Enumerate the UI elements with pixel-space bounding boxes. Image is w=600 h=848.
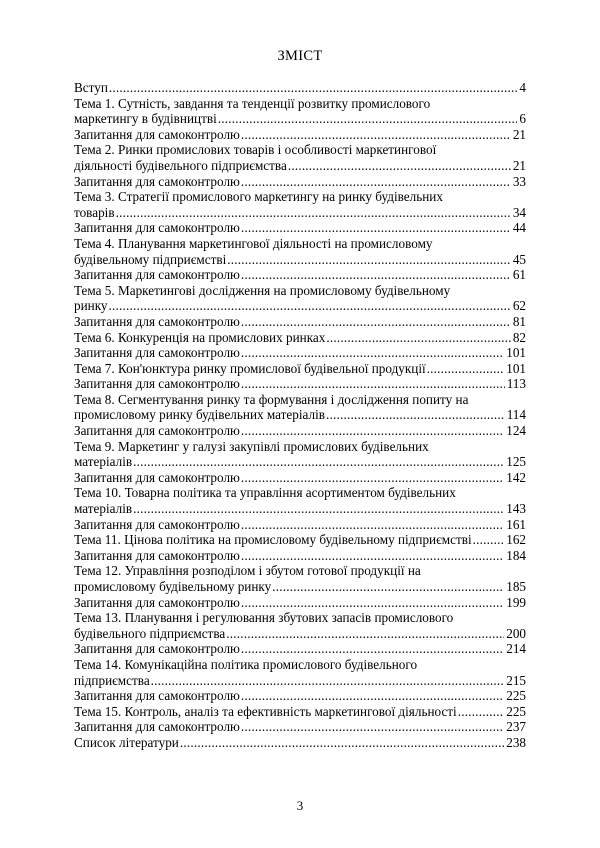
toc-entry <box>74 719 526 735</box>
toc-entry-title: Тема 11. Цінова політика на промисловому будівельному підприємстві <box>74 532 472 548</box>
toc-entry-leader-line <box>74 407 526 423</box>
toc-entry <box>74 236 526 267</box>
toc-entry-leader-line <box>74 517 526 533</box>
toc-entry-leader-line <box>74 688 526 704</box>
toc-entry-page-number: 82 <box>512 329 526 345</box>
toc-entry <box>74 283 526 314</box>
toc-entry-title: Тема 6. Конкуренція на промислових ринках <box>74 329 326 345</box>
toc-entry-leader-line <box>74 220 526 236</box>
toc-entry-leader-line <box>74 345 526 361</box>
toc-entry-leader-line <box>74 205 526 221</box>
dot-leader <box>241 517 504 533</box>
dot-leader <box>241 423 504 439</box>
toc-entry <box>74 517 526 533</box>
toc-entry-title-line: Тема 12. Управління розподілом і збутом готової продукції на <box>74 563 421 579</box>
toc-entry-title-line: Тема 5. Маркетингові дослідження на промисловому будівельному <box>74 282 451 298</box>
toc-entry-page-number: 113 <box>506 376 526 392</box>
toc-entry-title: Запитання для самоконтролю <box>74 719 240 735</box>
dot-leader <box>241 376 505 392</box>
table-of-contents <box>74 80 526 751</box>
toc-entry-title: ринку <box>74 298 108 314</box>
toc-entry-title-line: Тема 3. Стратегії промислового маркетингу на ринку будівельних <box>74 189 443 205</box>
toc-entry <box>74 314 526 330</box>
toc-entry-leader-line <box>74 252 526 268</box>
toc-entry-title: Список літератури <box>74 734 179 750</box>
toc-entry-leader-line <box>74 501 526 517</box>
toc-entry-page-number: 125 <box>506 454 526 470</box>
dot-leader <box>226 626 504 642</box>
toc-entry-title: Запитання для самоконтролю <box>74 267 240 283</box>
dot-leader <box>151 673 505 689</box>
toc-entry-page-number: 114 <box>506 407 526 423</box>
toc-entry-title: будівельному підприємстві <box>74 251 227 267</box>
toc-entry-title-line: Тема 8. Сегментування ринку та формування і дослідження попиту на <box>74 391 469 407</box>
toc-entry-title-line: Тема 13. Планування і регулювання збутових запасів промислового <box>74 610 454 626</box>
toc-entry-leader-line <box>74 595 526 611</box>
toc-entry-title: підприємства <box>74 672 150 688</box>
toc-entry-title: Запитання для самоконтролю <box>74 423 240 439</box>
toc-entry-page-number: 101 <box>506 360 526 376</box>
toc-entry-title-line: Тема 1. Сутність, завдання та тенденції розвитку промислового <box>74 95 431 111</box>
toc-entry <box>74 704 526 720</box>
toc-entry-title: Запитання для самоконтролю <box>74 516 240 532</box>
toc-entry <box>74 423 526 439</box>
toc-entry <box>74 641 526 657</box>
dot-leader <box>218 111 518 127</box>
toc-entry-title-line: Тема 4. Планування маркетингової діяльності на промисловому <box>74 235 433 251</box>
toc-entry-title-line: Тема 14. Комунікаційна політика промислового будівельного <box>74 656 418 672</box>
toc-entry-title: Запитання для самоконтролю <box>74 594 240 610</box>
toc-entry-title: промисловому будівельному ринку <box>74 579 272 594</box>
toc-entry <box>74 610 526 641</box>
dot-leader <box>241 641 504 657</box>
toc-entry <box>74 174 526 190</box>
toc-entry <box>74 142 526 173</box>
toc-entry-page-number: 4 <box>519 80 526 95</box>
toc-entry-leader-line <box>74 626 526 642</box>
dot-leader <box>241 548 504 564</box>
toc-entry <box>74 657 526 688</box>
toc-entry-page-number: 62 <box>512 298 526 314</box>
dot-leader <box>241 688 504 704</box>
toc-entry-leader-line <box>74 376 526 392</box>
toc-entry <box>74 376 526 392</box>
toc-entry-page-number: 101 <box>506 345 526 361</box>
toc-entry-title: промисловому ринку будівельних матеріалів <box>74 407 325 423</box>
toc-entry-page-number: 142 <box>506 469 526 485</box>
toc-entry-page-number: 21 <box>512 157 526 173</box>
toc-entry-leader-line <box>74 719 526 735</box>
toc-entry <box>74 470 526 486</box>
dot-leader <box>180 735 504 751</box>
toc-entry-title: Запитання для самоконтролю <box>74 688 240 704</box>
toc-entry-page-number: 81 <box>512 313 526 329</box>
toc-entry-title: Запитання для самоконтролю <box>74 345 240 361</box>
dot-leader <box>109 80 518 96</box>
page-number: 3 <box>296 798 304 813</box>
toc-entry-page-number: 199 <box>506 594 526 610</box>
toc-entry-page-number: 61 <box>512 267 526 283</box>
toc-entry-leader-line <box>74 704 526 720</box>
dot-leader <box>427 361 505 377</box>
toc-entry-leader-line <box>74 735 526 751</box>
toc-entry-leader-line <box>74 532 526 548</box>
toc-entry-leader-line <box>74 548 526 564</box>
toc-entry-title: Тема 7. Кон'юнктура ринку промислової будівельної продукції <box>74 360 426 376</box>
toc-entry-page-number: 238 <box>506 734 526 750</box>
dot-leader <box>133 501 504 517</box>
toc-entry-page-number: 143 <box>506 501 526 517</box>
toc-entry-title: Запитання для самоконтролю <box>74 376 240 392</box>
toc-entry-page-number: 185 <box>506 579 526 594</box>
toc-entry-title: матеріалів <box>74 454 133 470</box>
toc-entry-page-number: 161 <box>506 516 526 532</box>
toc-entry <box>74 595 526 611</box>
toc-entry <box>74 220 526 236</box>
toc-entry <box>74 485 526 516</box>
dot-leader <box>288 158 511 174</box>
toc-entry-leader-line <box>74 267 526 283</box>
dot-leader <box>241 174 511 190</box>
toc-entry-title: маркетингу в будівництві <box>74 111 217 127</box>
toc-entry <box>74 392 526 423</box>
toc-entry-title: Запитання для самоконтролю <box>74 641 240 657</box>
toc-entry-leader-line <box>74 423 526 439</box>
toc-entry-page-number: 34 <box>512 204 526 220</box>
toc-entry <box>74 563 526 594</box>
dot-leader <box>272 579 504 595</box>
dot-leader <box>326 330 510 346</box>
toc-entry-page-number: 214 <box>506 641 526 657</box>
toc-entry-page-number: 215 <box>506 672 526 688</box>
toc-entry-leader-line <box>74 158 526 174</box>
toc-entry-title: діяльності будівельного підприємства <box>74 157 287 173</box>
toc-entry-leader-line <box>74 127 526 143</box>
toc-entry-title: Запитання для самоконтролю <box>74 173 240 189</box>
dot-leader <box>241 127 511 143</box>
toc-entry <box>74 127 526 143</box>
toc-entry <box>74 96 526 127</box>
toc-entry-page-number: 21 <box>512 126 526 142</box>
toc-entry <box>74 735 526 751</box>
toc-entry-title: Запитання для самоконтролю <box>74 220 240 236</box>
toc-entry-page-number: 237 <box>506 719 526 735</box>
toc-entry <box>74 80 526 96</box>
toc-entry-title: Тема 15. Контроль, аналіз та ефективність маркетингової діяльності <box>74 703 457 719</box>
toc-entry-leader-line <box>74 111 526 127</box>
toc-entry-title: Запитання для самоконтролю <box>74 547 240 563</box>
toc-entry-leader-line <box>74 314 526 330</box>
toc-entry-title-line: Тема 10. Товарна політика та управління асортиментом будівельних <box>74 485 456 501</box>
dot-leader <box>241 470 504 486</box>
dot-leader <box>133 454 504 470</box>
toc-entry-page-number: 33 <box>512 173 526 189</box>
toc-entry <box>74 361 526 377</box>
toc-entry <box>74 548 526 564</box>
toc-entry <box>74 189 526 220</box>
toc-entry <box>74 439 526 470</box>
toc-entry-page-number: 45 <box>512 251 526 267</box>
toc-entry-leader-line <box>74 298 526 314</box>
toc-entry-page-number: 184 <box>506 547 526 563</box>
toc-entry-leader-line <box>74 673 526 689</box>
toc-entry <box>74 688 526 704</box>
page-title: ЗМІСТ <box>277 48 323 64</box>
dot-leader <box>473 532 505 548</box>
toc-entry-title: Запитання для самоконтролю <box>74 126 240 142</box>
toc-entry-leader-line <box>74 641 526 657</box>
toc-entry-page-number: 124 <box>506 423 526 439</box>
toc-entry-leader-line <box>74 579 526 595</box>
toc-entry-title: Запитання для самоконтролю <box>74 313 240 329</box>
toc-entry-title-line: Тема 9. Маркетинг у галузі закупівлі промислових будівельних <box>74 438 429 454</box>
toc-entry-title: Запитання для самоконтролю <box>74 469 240 485</box>
dot-leader <box>116 205 511 221</box>
toc-entry-leader-line <box>74 330 526 346</box>
toc-entry-page-number: 225 <box>506 703 526 719</box>
dot-leader <box>241 719 504 735</box>
toc-entry <box>74 330 526 346</box>
toc-entry-title: будівельного підприємства <box>74 625 226 641</box>
toc-entry-title: товарів <box>74 204 115 220</box>
toc-entry-page-number: 44 <box>512 220 526 236</box>
toc-entry-leader-line <box>74 80 526 96</box>
toc-entry-leader-line <box>74 174 526 190</box>
toc-entry <box>74 267 526 283</box>
dot-leader <box>241 595 504 611</box>
toc-entry-title-line: Тема 2. Ринки промислових товарів і особливості маркетингової <box>74 142 437 158</box>
toc-entry-page-number: 200 <box>506 625 526 641</box>
dot-leader <box>241 314 511 330</box>
toc-entry-leader-line <box>74 470 526 486</box>
dot-leader <box>241 220 511 236</box>
toc-entry-title: матеріалів <box>74 501 133 517</box>
toc-entry-page-number: 225 <box>506 688 526 704</box>
dot-leader <box>326 407 505 423</box>
dot-leader <box>227 252 511 268</box>
dot-leader <box>241 267 511 283</box>
toc-entry-title: Вступ <box>74 80 108 95</box>
toc-entry <box>74 345 526 361</box>
toc-entry-page-number: 6 <box>519 111 526 127</box>
dot-leader <box>241 345 504 361</box>
toc-entry-leader-line <box>74 454 526 470</box>
dot-leader <box>109 298 511 314</box>
toc-entry-leader-line <box>74 361 526 377</box>
toc-entry <box>74 532 526 548</box>
toc-entry-page-number: 162 <box>506 532 526 548</box>
dot-leader <box>458 704 504 720</box>
